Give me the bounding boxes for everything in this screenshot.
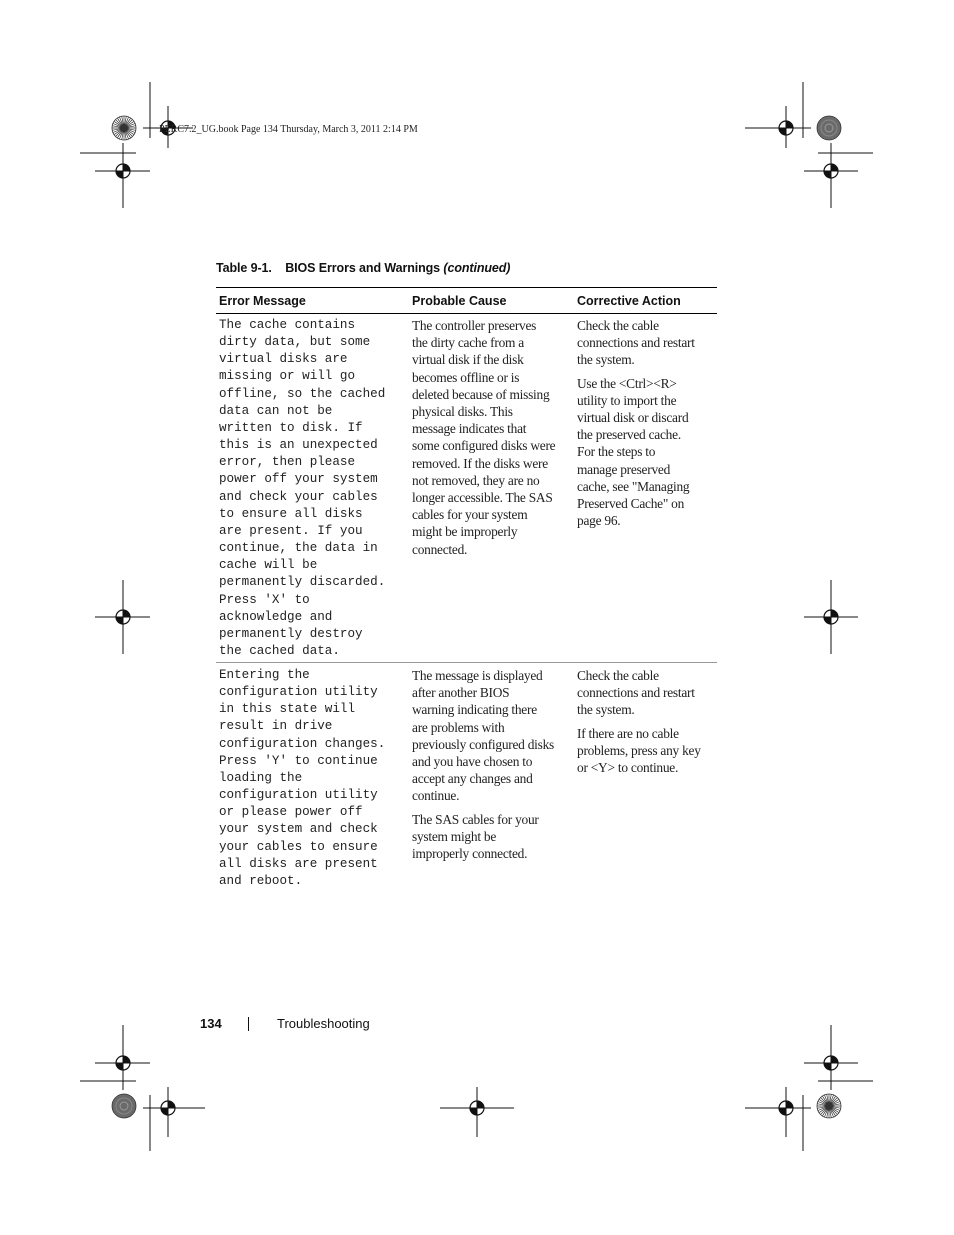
probable-cause-paragraph: The controller preserves the dirty cache from a virtual disk if the disk becomes offline or is deleted because of missing physical disks. This message indicates that some configured disks were removed. If the disks were not removed, they are no longer accessible. The SAS cables for your system might be improperly connected. bbox=[412, 318, 556, 557]
corrective-action-paragraph: If there are no cable problems, press any key or <Y> to continue. bbox=[577, 725, 701, 776]
caption-title: BIOS Errors and Warnings bbox=[285, 261, 441, 275]
caption-continued: (continued) bbox=[443, 261, 511, 275]
corrective-action-cell bbox=[574, 317, 717, 529]
caption-label: Table 9-1. bbox=[216, 261, 272, 275]
corrective-action-paragraph: Check the cable connections and restart the system. bbox=[577, 318, 695, 368]
table-header-row bbox=[216, 287, 717, 314]
column-header-corrective-action: Corrective Action bbox=[577, 293, 681, 308]
corrective-action-cell bbox=[574, 667, 717, 776]
probable-cause-paragraph: The SAS cables for your system might be improperly connected. bbox=[412, 811, 539, 862]
page-number: 134 bbox=[200, 1016, 222, 1031]
book-header: PERC7.2_UG.book Page 134 Thursday, March 3, 2011 2:14 PM bbox=[159, 124, 418, 135]
bios-errors-table bbox=[216, 287, 717, 890]
error-message-cell: Entering the configuration utility in this state will result in drive configuration changes. Press 'Y' to continue loading the configuration utility or please power off your system and check your cables to ensure all disks are present and reboot. bbox=[219, 668, 386, 888]
corrective-action-paragraph: Use the <Ctrl><R> utility to import the virtual disk or discard the preserved cache. For the steps to manage preserved cache, see "Managing Preserved Cache" on page 96. bbox=[577, 375, 690, 529]
probable-cause-cell bbox=[409, 317, 574, 558]
column-header-probable-cause: Probable Cause bbox=[412, 293, 507, 308]
probable-cause-paragraph: The message is displayed after another BIOS warning indicating there are problems with previously configured disks and you have chosen to accept any changes and continue. bbox=[412, 668, 555, 804]
corrective-action-paragraph: Check the cable connections and restart the system. bbox=[577, 668, 695, 718]
section-name: Troubleshooting bbox=[277, 1016, 370, 1031]
page-footer bbox=[200, 1016, 370, 1031]
table-row bbox=[216, 314, 717, 663]
table-caption bbox=[216, 261, 510, 275]
error-message-cell: The cache contains dirty data, but some virtual disks are missing or will go offline, so the cached data can not be written to disk. If this is an unexpected error, then please power off your system and check your cables to ensure all disks are present. If you continue, the data in cache will be permanently discarded. Press 'X' to acknowledge and permanently destroy the cached data. bbox=[219, 318, 386, 658]
probable-cause-cell bbox=[409, 667, 574, 862]
footer-divider bbox=[248, 1017, 249, 1031]
column-header-error-message: Error Message bbox=[219, 293, 306, 308]
table-row bbox=[216, 663, 717, 890]
